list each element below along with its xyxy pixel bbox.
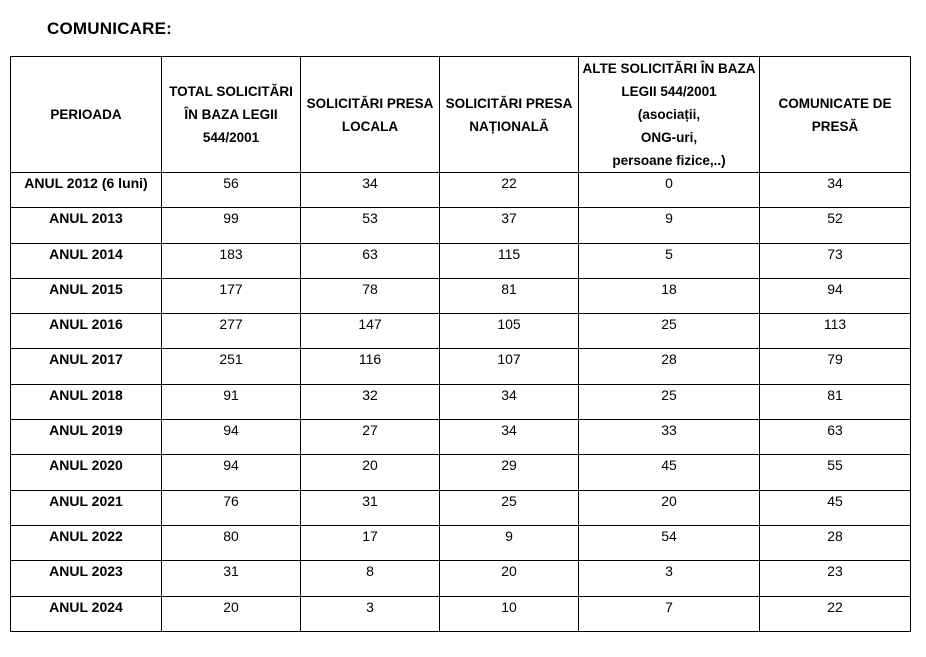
cell-period: ANUL 2024 [11, 596, 162, 631]
table-row [11, 278, 911, 313]
header-other-line: (asociații, [637, 107, 701, 122]
header-other-requests [579, 57, 760, 173]
cell-national-press: 81 [440, 278, 579, 313]
table-row [11, 561, 911, 596]
cell-period: ANUL 2021 [11, 490, 162, 525]
cell-period: ANUL 2017 [11, 349, 162, 384]
cell-press-releases: 45 [760, 490, 911, 525]
cell-period: ANUL 2016 [11, 314, 162, 349]
cell-press-releases: 81 [760, 384, 911, 419]
cell-other-requests: 18 [579, 278, 760, 313]
cell-local-press: 32 [301, 384, 440, 419]
cell-total-requests: 183 [162, 243, 301, 278]
cell-press-releases: 113 [760, 314, 911, 349]
header-period: PERIOADA [11, 57, 162, 173]
cell-period: ANUL 2015 [11, 278, 162, 313]
cell-national-press: 22 [440, 173, 579, 208]
cell-total-requests: 76 [162, 490, 301, 525]
cell-press-releases: 55 [760, 455, 911, 490]
cell-press-releases: 28 [760, 525, 911, 560]
cell-total-requests: 91 [162, 384, 301, 419]
cell-local-press: 53 [301, 208, 440, 243]
cell-press-releases: 73 [760, 243, 911, 278]
cell-press-releases: 52 [760, 208, 911, 243]
cell-national-press: 20 [440, 561, 579, 596]
cell-period: ANUL 2012 (6 luni) [11, 173, 162, 208]
cell-local-press: 17 [301, 525, 440, 560]
table-row [11, 243, 911, 278]
cell-local-press: 147 [301, 314, 440, 349]
cell-total-requests: 20 [162, 596, 301, 631]
cell-local-press: 31 [301, 490, 440, 525]
table-row [11, 208, 911, 243]
cell-total-requests: 277 [162, 314, 301, 349]
cell-period: ANUL 2014 [11, 243, 162, 278]
cell-national-press: 107 [440, 349, 579, 384]
cell-total-requests: 56 [162, 173, 301, 208]
header-other-line: ALTE SOLICITĂRI ÎN BAZA LEGII 544/2001 [582, 61, 756, 99]
table-row [11, 490, 911, 525]
cell-total-requests: 94 [162, 455, 301, 490]
cell-other-requests: 33 [579, 420, 760, 455]
header-local-press: SOLICITĂRI PRESA LOCALA [301, 57, 440, 173]
table-row [11, 173, 911, 208]
cell-period: ANUL 2013 [11, 208, 162, 243]
cell-national-press: 9 [440, 525, 579, 560]
table-header-row [11, 57, 911, 173]
cell-period: ANUL 2022 [11, 525, 162, 560]
cell-press-releases: 22 [760, 596, 911, 631]
cell-national-press: 25 [440, 490, 579, 525]
cell-local-press: 27 [301, 420, 440, 455]
cell-local-press: 63 [301, 243, 440, 278]
cell-total-requests: 94 [162, 420, 301, 455]
cell-total-requests: 177 [162, 278, 301, 313]
cell-press-releases: 79 [760, 349, 911, 384]
cell-local-press: 8 [301, 561, 440, 596]
cell-period: ANUL 2020 [11, 455, 162, 490]
page-title: COMUNICARE: [47, 19, 172, 38]
cell-period: ANUL 2018 [11, 384, 162, 419]
cell-other-requests: 45 [579, 455, 760, 490]
cell-national-press: 34 [440, 384, 579, 419]
cell-period: ANUL 2019 [11, 420, 162, 455]
cell-local-press: 78 [301, 278, 440, 313]
cell-other-requests: 5 [579, 243, 760, 278]
cell-other-requests: 25 [579, 384, 760, 419]
cell-other-requests: 0 [579, 173, 760, 208]
cell-national-press: 34 [440, 420, 579, 455]
cell-total-requests: 99 [162, 208, 301, 243]
cell-total-requests: 251 [162, 349, 301, 384]
table-row [11, 384, 911, 419]
cell-other-requests: 28 [579, 349, 760, 384]
cell-local-press: 34 [301, 173, 440, 208]
cell-other-requests: 54 [579, 525, 760, 560]
cell-other-requests: 9 [579, 208, 760, 243]
cell-press-releases: 34 [760, 173, 911, 208]
table-body [11, 173, 911, 632]
cell-press-releases: 94 [760, 278, 911, 313]
header-national-press: SOLICITĂRI PRESA NAȚIONALĂ [440, 57, 579, 173]
cell-local-press: 3 [301, 596, 440, 631]
table-row [11, 349, 911, 384]
cell-national-press: 105 [440, 314, 579, 349]
header-total-requests: TOTAL SOLICITĂRI ÎN BAZA LEGII 544/2001 [162, 57, 301, 173]
cell-other-requests: 20 [579, 490, 760, 525]
header-press-releases: COMUNICATE DE PRESĂ [760, 57, 911, 173]
header-other-line: ONG-uri, [640, 130, 698, 145]
communication-table [10, 56, 911, 632]
cell-total-requests: 31 [162, 561, 301, 596]
cell-national-press: 115 [440, 243, 579, 278]
table-row [11, 314, 911, 349]
cell-period: ANUL 2023 [11, 561, 162, 596]
cell-other-requests: 3 [579, 561, 760, 596]
table-row [11, 596, 911, 631]
cell-national-press: 10 [440, 596, 579, 631]
table-row [11, 455, 911, 490]
header-other-line: persoane fizice,..) [612, 153, 726, 168]
cell-press-releases: 23 [760, 561, 911, 596]
table-row [11, 420, 911, 455]
cell-total-requests: 80 [162, 525, 301, 560]
cell-other-requests: 25 [579, 314, 760, 349]
cell-national-press: 37 [440, 208, 579, 243]
cell-national-press: 29 [440, 455, 579, 490]
cell-other-requests: 7 [579, 596, 760, 631]
table-row [11, 525, 911, 560]
cell-press-releases: 63 [760, 420, 911, 455]
cell-local-press: 20 [301, 455, 440, 490]
cell-local-press: 116 [301, 349, 440, 384]
